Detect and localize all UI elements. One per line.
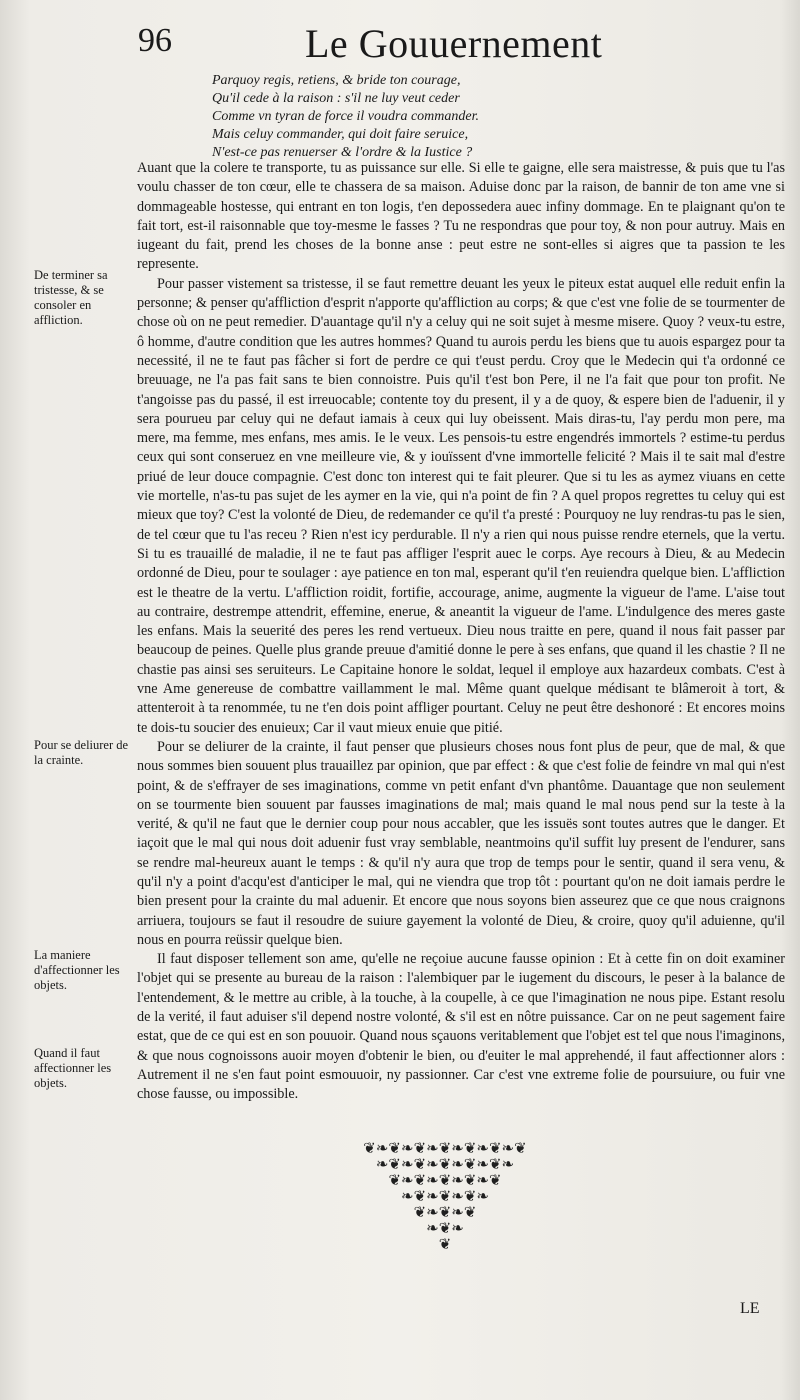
verse-line: Parquoy regis, retiens, & bride ton courage, xyxy=(212,73,461,88)
verse-line: N'est-ce pas renuerser & l'ordre & la Iustice ? xyxy=(212,145,473,160)
verse-line: Mais celuy commander, qui doit faire seruice, xyxy=(212,127,469,142)
fleuron-ornament: ❦❧❦❧❦❧❦❧❦❧❦❧❦ ❧❦❧❦❧❦❧❦❧❦❧ ❦❧❦❧❦❧❦❧❦ ❧❦❧❦❧❦❧ ❦❧❦❧❦ ❧❦❧ ❦ xyxy=(363,1139,527,1253)
paragraph-fear: Pour se deliurer de la crainte, il faut penser que plusieurs choses nous font plus de peur, que de mal, & que nous sommes bien souuent plus trauaillez par opinion, que par effect : & que c'est folie de feindre vn mal qui n'est point, & de s'effrayer de ses imaginations, comme vn petit enfant d'vn phantôme. Dauantage que non seulement on se tourmente bien souuent par fausses imaginations de mal; mais quand le mal nous pend sur la teste à la verité, & qu'il ne faut que le dernier coup pour nous accabler, que les issuës sont toutes autres que le danger. Et iaçoit que le mal qui nous doit aduenir fust vray semblable, neantmoins qu'il suffit luy present de l'endurer, sans se rendre mal-heureux auant le temps : & qu'il n'y aura que trop de temps pour le sentir, quand il sera venu, & qu'il n'y a point d'acqu'est d'anticiper le mal, qui ne viendra que trop tôt : pourtant qu'on ne doit iamais perdre le bien present pour la crainte du mal aduenir. Et encore que nous soyons bien asseurez que ce que nous craignons arriuera, toujours se faut il resoudre de suiure gayement la volonté de Dieu, & croire, quoy qu'il aduienne, qu'il nous en pourra reüssir quelque bien. xyxy=(137,738,785,948)
paragraph-objects: Il faut disposer tellement son ame, qu'elle ne reçoiue aucune fausse opinion : Et à cette fin on doit examiner l'objet qui se presente au bureau de la raison : l'alembiquer par le iugement du discours, le peser à la balance de l'entendement, & le mettre au crible, à la touche, à la coupelle, à ce que l'imagination ne nous pipe. Estant resolu de la verité, il faut aduiser s'il depend nostre volonté, & s'il est en nôtre puissance. Car on ne peut sagement faire estat, que de ce qui est en son pouuoir. Quand nous sçauons veritablement que l'objet est tel que nous l'imaginons, & que nous cognoissons auoir moyen d'obtenir le bien, ou d'euiter le mal apprehendé, il faut affectionner alors : Autrement il ne s'en faut point esmouuoir, ny passionner. Car c'est vne extreme folie de poursuiure, ou fuir vne chose fausse, ou impossible. xyxy=(137,951,785,1103)
margin-note-fear: Pour se deliurer de la crainte. xyxy=(34,738,129,767)
verse-line: Qu'il cede à la raison : s'il ne luy veut ceder xyxy=(212,91,460,106)
paragraph-anger: Auant que la colere te transporte, tu as puissance sur elle. Si elle te gaigne, elle sera maistresse, & puis que tu l'as voulu chasser de ton cœur, elle te chassera de sa maison. Aduise donc par la raison, de bannir de ton ame vne si dommageable hostesse, qui entrant en ton logis, t'en depossedera auec infiny dommage. En te plaignant qu'on te fait tort, est-il raisonnable que toy-mesme le fasses ? Tu ne respondras que pour toy, & non pour autruy. Mais en iugeant du fait, prend les choses de la bonne anse : peut estre ne sont-elles si aigres que ta passion te les represente. xyxy=(137,160,785,273)
page-number: 96 xyxy=(138,22,172,59)
margin-note-affection: Quand il faut affectionner les objets. xyxy=(34,1046,112,1090)
running-title: Le Gouuernement xyxy=(305,21,603,66)
margin-note-objects: La maniere d'affectionner les objets. xyxy=(34,948,120,992)
verse-line: Comme vn tyran de force il voudra commander. xyxy=(212,109,479,124)
paragraph-sadness: Pour passer vistement sa tristesse, il se faut remettre deuant les yeux le piteux estat auquel elle reduit enfin la personne; & penser qu'affliction d'esprit n'apporte qu'affliction au corps; & que c'est vne folie de se tourmenter de chose où on ne peut remedier. D'auantage qu'il n'y a celuy qui ne soit sujet à mesme misere. Quoy ? veux-tu estre, ô homme, d'autre condition que les autres hommes? Quand tu aurois perdu les biens que tu auois espargez pour ta necessité, il ne te faut pas fâcher si fort de perdre ce qui t'eust perdu. Croy que le Medecin qui t'a ordonné ce breuuage, ne l'a pas fait sans te bien connoistre. Puis qu'il t'est bon Pere, il ne l'a fait que pour ton profit. Ne t'angoisse pas du passé, il est irreuocable; contente toy du present, il y a de quoy, & espere bien de l'aduenir, il y sera pourueu par celuy qui ne defaut iamais à ceux qui luy obeissent. Mais diras-tu, l'ay perdu mon pere, ma mere, ma femme, mes enfans, mes amis. Ie le veux. Les pensois-tu estre engendrés immortels ? estime-tu perdus ceux qui sont conseruez en vne meilleure vie, & y iouïssent d'vne immortelle felicité ? Mais il te sait mal d'estre priué de leur douce compagnie. C'est donc ton interest qui te fait pleurer. Que si tu les as aymez viuans en cette vie mortelle, n'as-tu pas sujet de les aymer en la vie, qui n'a point de fin ? A quel propos regrettes tu celuy qui est mieux que toy? C'est la volonté de Dieu, de redemander ce qu'il t'a presté : Pourquoy ne luy rendras-tu pas le sien, de tel cœur que tu l'as receu ? Rien n'est icy perdurable. Il n'y a rien qui nous puisse rendre eternels, que la vertu. Si tu es trauaillé de maladie, il ne te faut pas affliger l'esprit auec le corps. Aye recours à Dieu, & au Medecin ordonné de Dieu, pour te soulager : aye patience en ton mal, esperant qu'il t'en reuiendra quelque bien. L'affliction est le theatre de la vertu. L'affliction roidit, fortifie, accourage, anime, augmente la vigueur de l'ame. L'aise tout au contraire, destrempe attendrit, effemine, enerue, & aneantit la vigueur de l'ame. L'indulgence des meres gaste les enfans. Mais la seuerité des peres les rend vertueux. Dieu nous traitte en pere, quand il nous fait passer par beaucoup de peines. Quelle plus grande preuue d'amitié donne le pere à ses enfans, que quand il les chastie ? Il ne chastie pas ainsi ses seruiteurs. Le Capitaine honore le soldat, lequel il employe aux hazardeux combats. C'est à vne Ame genereuse de combattre vaillamment le mal. Même quant quelque médisant te blâmeroit à tort, & attenteroit à ta renommée, tu ne t'en dois point affliger pourtant. Celuy ne peut être deshonoré : Et encores moins te dois-tu soucier des enuieux; Car il vaut mieux enuie que pitié. xyxy=(137,275,785,736)
body-text xyxy=(137,159,785,1105)
verse-block xyxy=(212,72,772,162)
catchword: LE xyxy=(740,1300,760,1317)
margin-note-sadness: De terminer sa tristesse, & se consoler en affliction. xyxy=(34,268,108,327)
